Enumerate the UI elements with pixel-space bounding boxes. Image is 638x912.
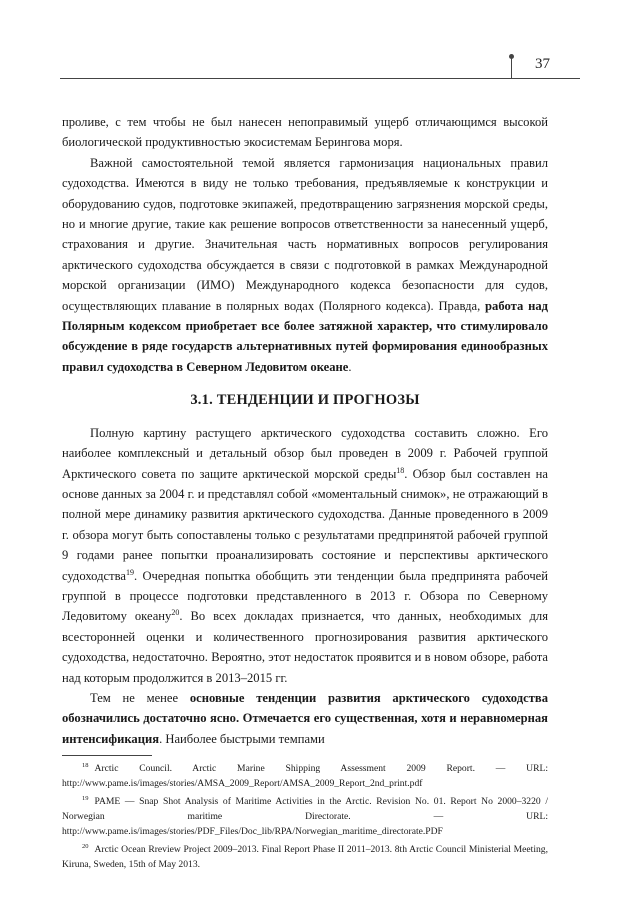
text-run: . Обзор был составлен на основе данных за 2004 г. и представлял собой «моментальный снимок», не отражающий в полной мере динамику развития арктического судоходства. Данные проведенного в 2009 г. обзора могут быть сопоставлены только с результатами предпринятой рабочей группой 9 годами ранее попытки проанализировать состояние и перспективы арктического судоходства: [62, 466, 548, 583]
text-run: . Очередная попытка обобщить эти тенденции была предпринята рабочей группой в процессе подготовки представленного в 2013 г. Обзора по Северному Ледовитому океану: [62, 568, 548, 624]
paragraphs-before: [62, 112, 548, 377]
text-run: Тем не менее: [90, 690, 190, 705]
text-run: . Наиболее быстрыми темпами: [159, 731, 325, 746]
text-run: . Во всех докладах признается, что данных, необходимых для всесторонней оценки и количественного прогнозирования развития арктического судоходства, недостаточно. Вероятно, этот недостаток проявится и в новом обзоре, работа над которым продолжится в 2013–2015 гг.: [62, 609, 548, 685]
bold-text: основные тенденции развития арктического судоходства обозначились достаточно ясно. Отмечается его существенная, хотя и неравномерная интенсификация: [62, 690, 548, 746]
header-rule: [60, 78, 580, 79]
page-body: [62, 112, 548, 876]
page-number: 37: [535, 56, 550, 72]
paragraphs-after: [62, 423, 548, 750]
body-paragraph: [62, 112, 548, 153]
text-run: Важной самостоятельной темой является гармонизация национальных правил судоходства. Имеются в виду не только требования, предъявляемые к конструкции и оборудованию судов, подготовке экипажей, предотвращению загрязнения морской среды, но и многие другие, такие как решение вопросов ответственности за нанесенный ущерб, страхования и другие. Значительная часть нормативных вопросов регулирования арктического судоходства обсуждается в связи с подготовкой в рамках Международной морской организации (ИМО) Международного кодекса безопасности для судов, осуществляющих плавание в полярных водах (Полярного кодекса). Правда,: [62, 155, 548, 313]
footnote-reference: 18: [396, 465, 405, 475]
footnote-text: Arctic Council. Arctic Marine Shipping Assessment 2009 Report. — URL: http://www.pame.is/images/stories/AMSA_2009_Report/AMSA_2009_Report_2nd_print.pdf: [62, 763, 548, 789]
footnote-number: 18: [82, 762, 89, 769]
footnote-number: 19: [82, 795, 89, 803]
body-paragraph: [62, 153, 548, 377]
footnote-text: Arctic Ocean Rreview Project 2009–2013. Final Report Phase II 2011–2013. 8th Arctic Council Ministerial Meeting, Kiruna, Sweden, 15th of May 2013.: [62, 844, 548, 870]
header-tick: [511, 56, 512, 78]
footnote: [62, 843, 548, 872]
body-paragraph: [62, 688, 548, 749]
footnotes: [62, 762, 548, 872]
text-run: .: [348, 359, 352, 374]
footnote-text: PAME — Snap Shot Analysis of Maritime Activities in the Arctic. Revision No. 01. Report No 2000–3220 / Norwegian maritime Directorate. — URL: http://www.pame.is/images/stories/PDF_Files/Doc_lib/RPA/Norwegian_maritime_directorate.PDF: [62, 796, 548, 837]
footnote-rule: [62, 755, 152, 756]
bold-text: работа над Полярным кодексом приобретает все более затяжной характер, что стимулировало обсуждение в ряде государств альтернативных путей формирования единообразных правил судоходства в Северном Ледовитом океане: [62, 298, 548, 374]
section-heading: 3.1. ТЕНДЕНЦИИ И ПРОГНОЗЫ: [190, 392, 420, 409]
footnote-reference: 20: [171, 608, 180, 618]
footnote-reference: 19: [125, 567, 134, 577]
body-paragraph: [62, 423, 548, 688]
footnote: [62, 762, 548, 791]
text-run: проливе, с тем чтобы не был нанесен непоправимый ущерб отличающимся высокой биологической продуктивностью экосистемам Берингова моря.: [62, 115, 548, 150]
footnote-number: 20: [82, 842, 89, 850]
footnote: [62, 795, 548, 839]
text-run: Полную картину растущего арктического судоходства составить сложно. Его наиболее комплексный и детальный обзор был проведен в 2009 г. Рабочей группой Арктического совета по защите арктической морской среды: [62, 425, 548, 481]
